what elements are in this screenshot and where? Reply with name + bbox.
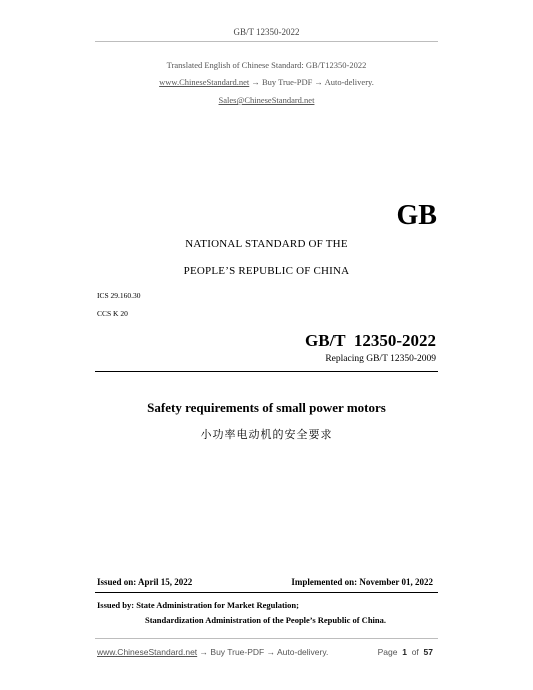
footer-site-line xyxy=(97,647,328,657)
dates-row xyxy=(97,577,433,587)
document-title-en: Safety requirements of small power motors xyxy=(147,400,386,415)
page-total: 57 xyxy=(423,647,433,657)
page-label: Page xyxy=(377,647,398,657)
replacing-note: Replacing GB/T 12350-2009 xyxy=(325,354,436,364)
page-of: of xyxy=(411,647,419,657)
email-link[interactable]: Sales@ChineseStandard.net xyxy=(218,95,315,105)
issued-on: Issued on: April 15, 2022 xyxy=(97,577,193,587)
implemented-on: Implemented on: November 01, 2022 xyxy=(291,577,433,587)
issued-by xyxy=(97,598,437,628)
site-line xyxy=(0,77,533,87)
standard-number: GB/T 12350-2022 xyxy=(305,331,436,350)
footer-site-suffix: → Buy True-PDF → Auto-delivery. xyxy=(197,647,329,657)
page-indicator xyxy=(378,647,433,657)
national-standard-line1: NATIONAL STANDARD OF THE xyxy=(185,238,348,250)
email-line xyxy=(0,95,533,105)
site-link[interactable]: www.ChineseStandard.net xyxy=(159,77,250,87)
site-suffix: → Buy True-PDF → Auto-delivery. xyxy=(249,77,374,87)
footer xyxy=(97,647,433,657)
issued-by-line2: Standardization Administration of the People’s Republic of China. xyxy=(145,615,387,625)
national-standard-line2: PEOPLE’S REPUBLIC OF CHINA xyxy=(183,265,350,277)
title-divider xyxy=(95,371,438,372)
page-current: 1 xyxy=(402,647,407,657)
gb-mark: GB xyxy=(396,200,437,231)
translation-notice: Translated English of Chinese Standard: GB/T12350-2022 xyxy=(166,60,367,70)
dates-divider xyxy=(95,592,438,593)
footer-divider xyxy=(95,638,438,639)
issued-by-line1: Issued by: State Administration for Market Regulation; xyxy=(97,600,299,610)
ccs-code: CCS K 20 xyxy=(97,309,128,318)
running-header: GB/T 12350-2022 xyxy=(233,27,300,37)
header-divider xyxy=(95,41,438,42)
footer-site-link[interactable]: www.ChineseStandard.net xyxy=(97,647,198,657)
document-title-cn: 小功率电动机的安全要求 xyxy=(200,428,333,441)
ics-code: ICS 29.160.30 xyxy=(97,291,141,300)
